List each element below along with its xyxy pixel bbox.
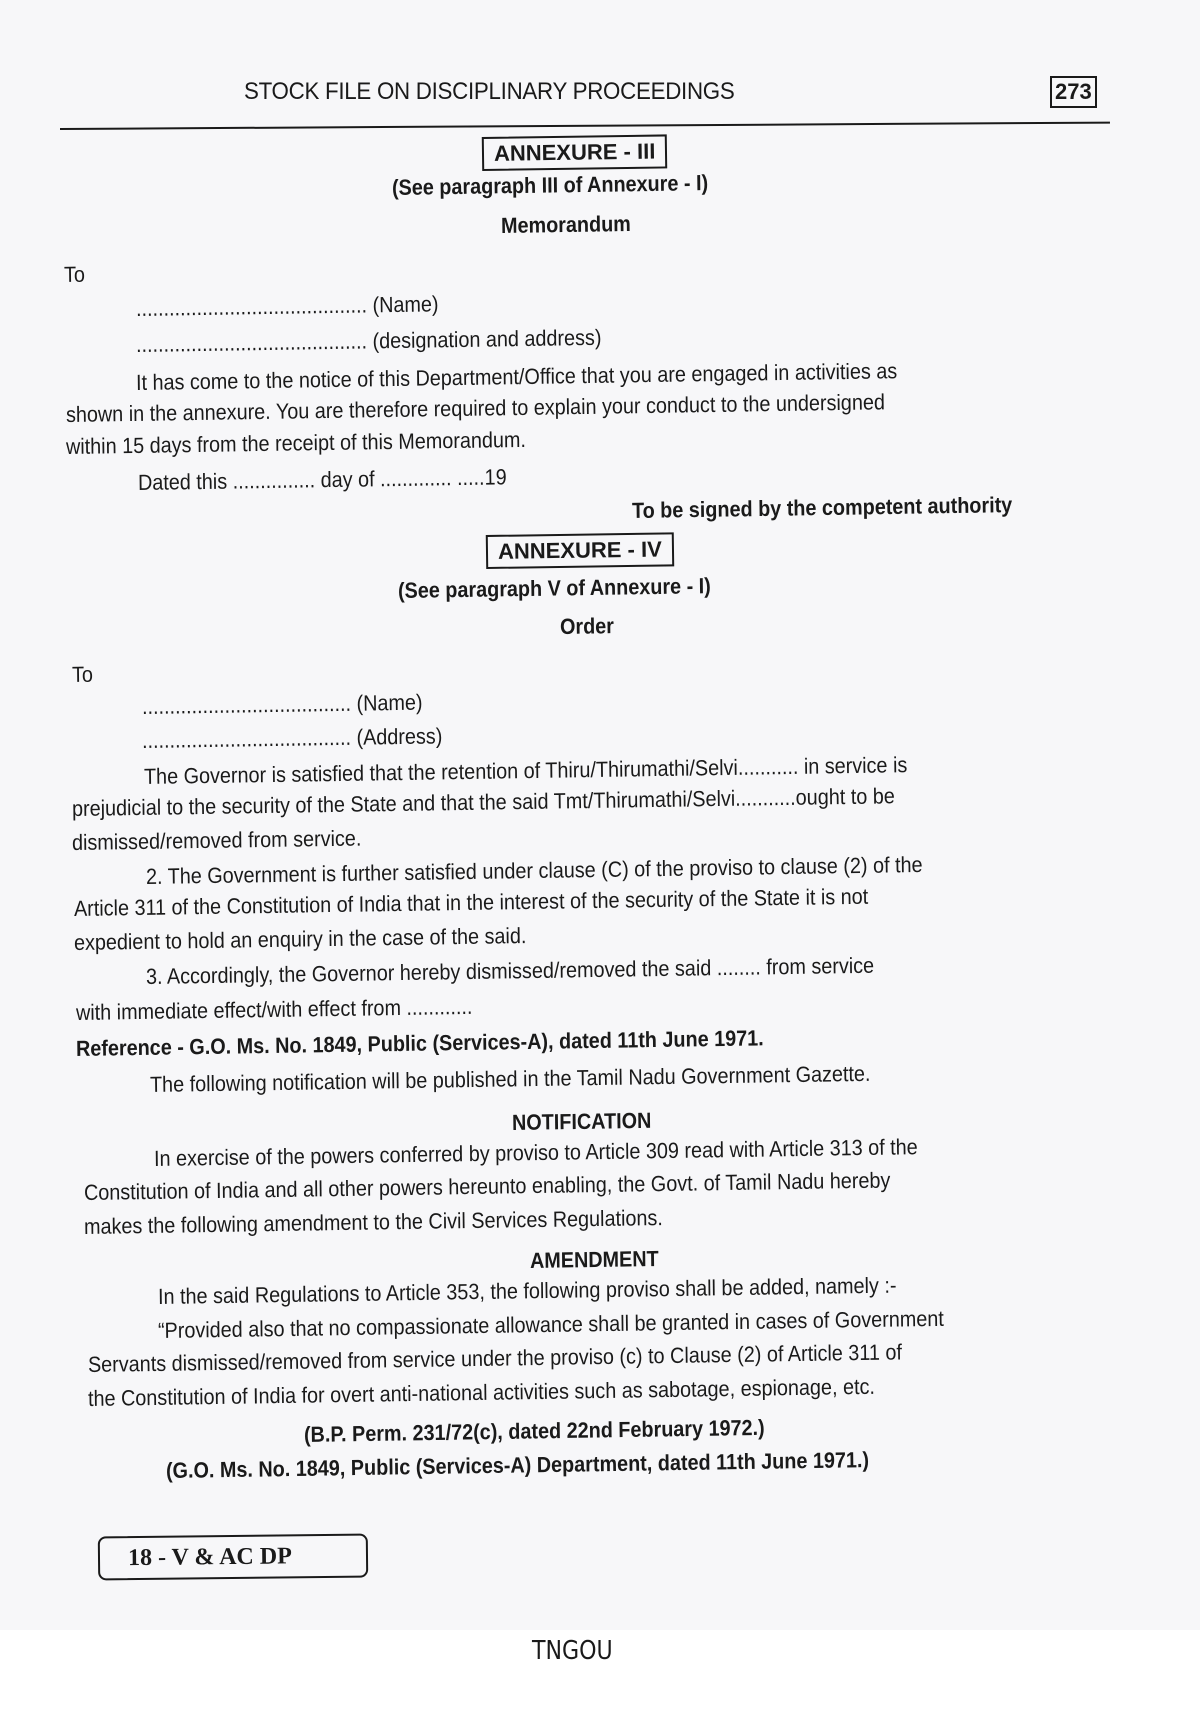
annexure-4-doc-type: Order	[559, 613, 615, 639]
notification-line: makes the following amendment to the Civil Services Regulations.	[83, 1205, 663, 1239]
citation-bp-perm: (B.P. Perm. 231/72(c), dated 22nd February 1972.)	[303, 1414, 765, 1447]
order-para-2-line: expedient to hold an enquiry in the case of the said.	[73, 922, 527, 955]
citation-go-ms: (G.O. Ms. No. 1849, Public (Services-A) Department, dated 11th June 1971.)	[165, 1447, 870, 1483]
annexure-4-address-line: ...................................... (Address)	[141, 723, 443, 753]
notification-line: Constitution of India and all other powers hereunto enabling, the Govt. of Tamil Nadu hereby	[83, 1167, 891, 1205]
annexure-4-heading: ANNEXURE - IV	[486, 532, 674, 569]
order-para-1-line: prejudicial to the security of the State and that the said Tmt/Thirumathi/Selvi...........ought to be	[71, 783, 895, 821]
annexure-3-subheading: (See paragraph III of Annexure - I)	[391, 170, 709, 200]
order-para-3-line: 3. Accordingly, the Governor hereby dismissed/removed the said ........ from service	[145, 952, 875, 989]
order-para-3-line: with immediate effect/with effect from ............	[75, 993, 473, 1025]
order-para-1-line: dismissed/removed from service.	[71, 825, 362, 855]
order-para-2-line: 2. The Government is further satisfied under clause (C) of the proviso to clause (2) of the	[145, 851, 923, 889]
footer-label: 18 - V & AC DP	[127, 1542, 292, 1571]
gazette-intro: The following notification will be published in the Tamil Nadu Government Gazette.	[149, 1060, 871, 1097]
amendment-heading: AMENDMENT	[529, 1246, 659, 1273]
reference-line: Reference - G.O. Ms. No. 1849, Public (Services-A), dated 11th June 1971.	[75, 1025, 764, 1061]
annexure-3-signature: To be signed by the competent authority	[631, 492, 1013, 523]
page-number: 273	[1050, 76, 1097, 108]
annexure-4-subheading: (See paragraph V of Annexure - I)	[397, 573, 711, 603]
amendment-line: Servants dismissed/removed from service under the proviso (c) to Clause (2) of Article 311 of	[87, 1339, 903, 1377]
order-para-1-line: The Governor is satisfied that the retention of Thiru/Thirumathi/Selvi........... in service is	[143, 752, 908, 789]
annexure-3-doc-type: Memorandum	[500, 210, 631, 238]
footer-label-box	[98, 1534, 368, 1581]
annexure-3-designation-line: .......................................... (designation and address)	[135, 324, 602, 357]
notification-heading: NOTIFICATION	[511, 1107, 652, 1135]
annexure-3-dated: Dated this ............... day of ............. .....19	[137, 464, 507, 495]
amendment-line: “Provided also that no compassionate allowance shall be granted in cases of Government	[157, 1305, 944, 1343]
annexure-3-to: To	[63, 261, 86, 287]
header-rule	[60, 122, 1110, 130]
annexure-3-body-line: within 15 days from the receipt of this Memorandum.	[65, 426, 527, 459]
annexure-4-to: To	[71, 661, 94, 687]
running-header: STOCK FILE ON DISCIPLINARY PROCEEDINGS	[244, 78, 735, 105]
amendment-line: In the said Regulations to Article 353, the following proviso shall be added, namely :-	[157, 1272, 897, 1309]
annexure-3-name-line: .......................................... (Name)	[135, 291, 439, 321]
order-para-2-line: Article 311 of the Constitution of India that in the interest of the security of the State it is not	[73, 883, 869, 921]
annexure-3-body-line: It has come to the notice of this Department/Office that you are engaged in activities as	[135, 358, 898, 395]
annexure-4-name-line: ...................................... (Name)	[141, 689, 423, 719]
notification-line: In exercise of the powers conferred by proviso to Article 309 read with Article 313 of the	[153, 1134, 918, 1171]
annexure-3-body-line: shown in the annexure. You are therefore required to explain your conduct to the undersigned	[65, 389, 886, 427]
annexure-3-heading: ANNEXURE - III	[482, 134, 668, 171]
watermark-text: TNGOU	[532, 1636, 613, 1666]
amendment-line: the Constitution of India for overt anti-national activities such as sabotage, espionage, etc.	[87, 1373, 876, 1411]
